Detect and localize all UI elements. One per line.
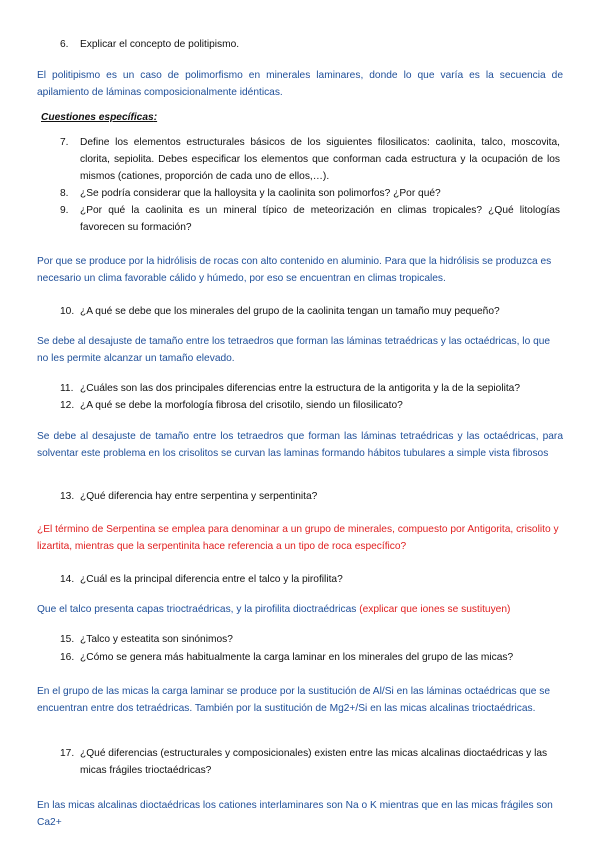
answer-16: En el grupo de las micas la carga laminar se produce por la sustitución de Al/Si en las láminas octaédricas que se encuentran entre dos tetraédricas. También por la sustitución de Mg2+/Si en las micas alcalinas trioctaédricas.: [37, 686, 551, 714]
answer-17: En las micas alcalinas dioctaédricas los cationes interlaminares son Na o K mientras que en las micas frágiles son Ca2+: [37, 800, 553, 828]
question-text: ¿Cuáles son las dos principales diferencias entre la estructura de la antigorita y la de la sepiolita?: [80, 383, 521, 394]
answer-14: [37, 601, 577, 618]
question-text: ¿Se podría considerar que la halloysita y la caolinita son polimorfos? ¿Por qué?: [80, 188, 441, 199]
question-number: 10.: [60, 306, 75, 317]
question-number: 12.: [60, 400, 75, 411]
answer-10: Se debe al desajuste de tamaño entre los tetraedros que forman las láminas tetraédricas y las octaédricas, lo que no les permite alcanzar un tamaño elevado.: [37, 336, 551, 364]
question-number: 14.: [60, 574, 75, 585]
question-text: Define los elementos estructurales básicos de los siguientes filosilicatos: caolinita, talco, moscovita, clorita, sepiolita. Debes especificar los elementos que conforman cada estructura y la ocupación de los mismos (cationes, proporción de cada uno de ellos,…).: [80, 137, 560, 182]
question-number: 9.: [60, 205, 69, 216]
question-number: 17.: [60, 748, 75, 759]
heading-text: Cuestiones específicas: [41, 112, 154, 123]
question-text: ¿Qué diferencia hay entre serpentina y serpentinita?: [80, 491, 318, 502]
question-text: ¿Cuál es la principal diferencia entre el talco y la pirofilita?: [80, 574, 343, 585]
question-number: 16.: [60, 652, 75, 663]
question-text: ¿A qué se debe que los minerales del grupo de la caolinita tengan un tamaño muy pequeño?: [80, 306, 500, 317]
answer-14-text: Que el talco presenta capas trioctraédricas, y la pirofilita dioctraédricas: [37, 604, 357, 615]
section-heading: [41, 109, 157, 126]
question-number: 8.: [60, 188, 69, 199]
answer-13: ¿El término de Serpentina se emplea para denominar a un grupo de minerales, compuesto por Antigorita, crisolito y lizartita, mientras que la serpentinita hace referencia a un tipo de roca específico?: [37, 524, 559, 552]
answer-12: Se debe al desajuste de tamaño entre los tetraedros que forman las láminas tetraédricas y las octaédricas, para solventar este problema en los crisolitos se curvan las laminas formando hábitos tubulares a simple vista fibrosos: [37, 431, 563, 459]
question-number: 11.: [60, 383, 74, 394]
answer-6: El politipismo es un caso de polimorfismo en minerales laminares, donde lo que varía es la secuencia de apilamiento de láminas composicionalmente idénticas.: [37, 70, 563, 98]
question-text: ¿Cómo se genera más habitualmente la carga laminar en los minerales del grupo de las micas?: [80, 652, 514, 663]
question-text: ¿Talco y esteatita son sinónimos?: [80, 634, 233, 645]
question-text: ¿Por qué la caolinita es un mineral típico de meteorización en climas tropicales? ¿Qué litologías favorecen su formación?: [80, 205, 560, 233]
question-text: ¿Qué diferencias (estructurales y composicionales) existen entre las micas alcalinas dioctaédricas y las micas frágiles trioctaédricas?: [80, 748, 548, 776]
question-number: 13.: [60, 491, 75, 502]
heading-colon: :: [153, 112, 158, 123]
question-text: ¿A qué se debe la morfología fibrosa del crisotilo, siendo un filosilicato?: [80, 400, 403, 411]
question-number: 7.: [60, 137, 69, 148]
answer-9: Por que se produce por la hidrólisis de rocas con alto contenido en aluminio. Para que la hidrólisis se produzca es necesario un clima favorable cálido y húmedo, por eso se encuentran en climas tropicales.: [37, 256, 552, 284]
answer-14-note: (explicar que iones se sustituyen): [359, 604, 511, 615]
question-number: 6.: [60, 39, 69, 50]
question-number: 15.: [60, 634, 75, 645]
question-text: Explicar el concepto de politipismo.: [80, 39, 240, 50]
